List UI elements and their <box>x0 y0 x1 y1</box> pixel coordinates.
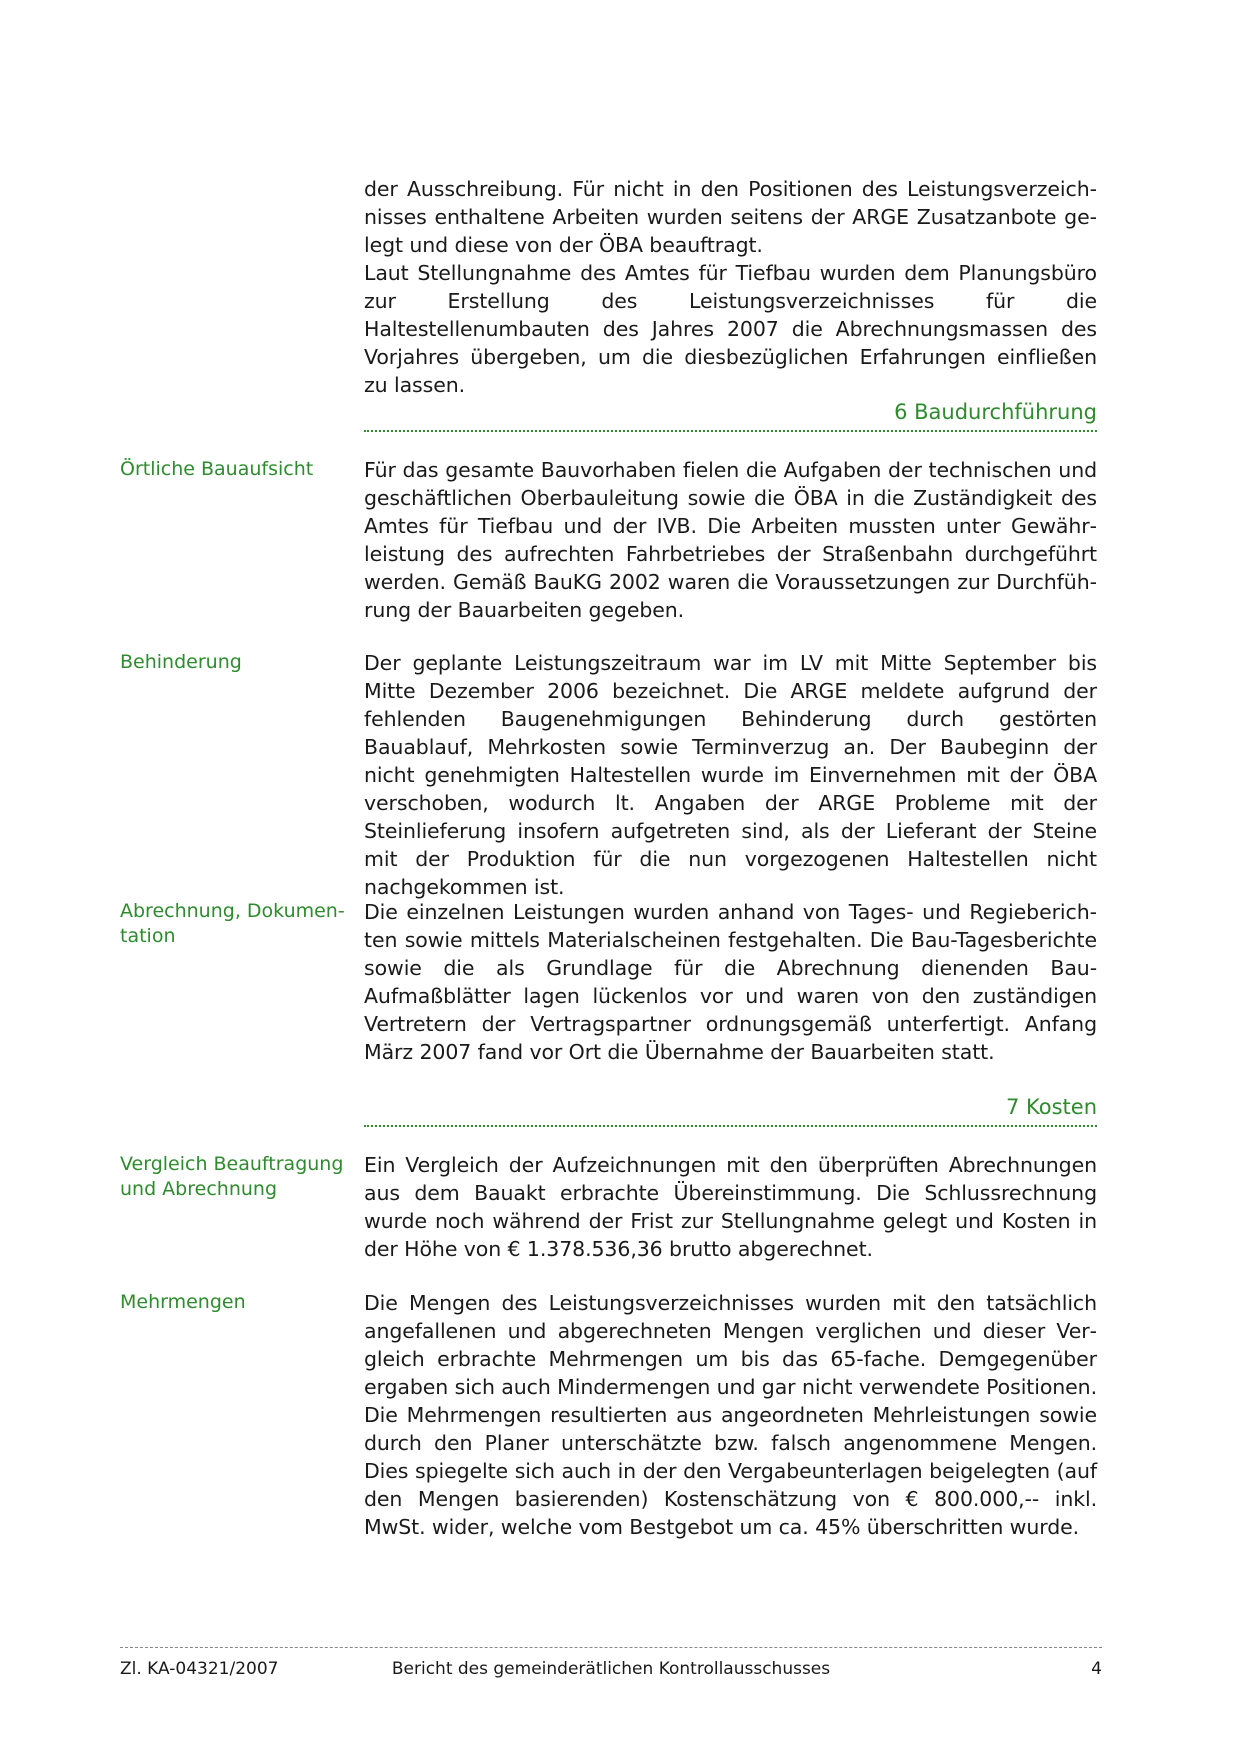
footer-reference: Zl. KA-04321/2007 <box>120 1659 279 1679</box>
paragraph-abrechnung-dokumentation: Die einzelnen Leistungen wurden anhand von Tages- und Regieberichten sowie mittels Materialscheinen festgehalten. Die Bau-Tagesberichte sowie die als Grundlage für die Abrechnung dienenden Bau-Aufmaßblätter lagen lückenlos vor und waren von den zuständigen Vertretern der Vertragspartner ordnungsgemäß unterfertigt. Anfang März 2007 fand vor Ort die Übernahme der Bauarbeiten statt. <box>364 900 1097 1064</box>
margin-label-mehrmengen: Mehrmengen <box>120 1291 246 1313</box>
margin-label-abrechnung-dokumentation: Abrechnung, Dokumen- tation <box>120 900 345 947</box>
footer-divider <box>120 1647 1102 1648</box>
paragraph-vergleich-beauftragung: Ein Vergleich der Aufzeichnungen mit den überprüften Abrechnungen aus dem Bauakt erbrachte Übereinstimmung. Die Schlussrechnung wurde noch während der Frist zur Stellungnahme gelegt und Kosten in der Höhe von € 1.378.536,36 brutto abgerechnet. <box>364 1153 1097 1261</box>
margin-label-behinderung: Behinderung <box>120 651 242 673</box>
margin-label-oertliche-bauaufsicht: Örtliche Bauaufsicht <box>120 458 314 480</box>
footer-title: Bericht des gemeinderätlichen Kontrollausschusses <box>391 1659 831 1679</box>
section-divider-6 <box>364 430 1097 432</box>
intro-text <box>364 175 1097 399</box>
paragraph-oertliche-bauaufsicht: Für das gesamte Bauvorhaben fielen die Aufgaben der technischen und geschäftlichen Oberbauleitung sowie die ÖBA in die Zuständigkeit des Amtes für Tiefbau und der IVB. Die Arbeiten mussten unter Gewährleistung des aufrechten Fahrbetriebes der Straßenbahn durchgeführt werden. Gemäß BauKG 2002 waren die Voraussetzungen zur Durchführung der Bauarbeiten gegeben. <box>364 458 1097 622</box>
section-heading-6: 6 Baudurchführung <box>894 400 1097 424</box>
paragraph-mehrmengen: Die Mengen des Leistungsverzeichnisses wurden mit den tatsächlich angefallenen und abgerechneten Mengen verglichen und dieser Vergleich erbrachte Mehrmengen um bis das 65-fache. Demgegenüber ergaben sich auch Mindermengen und gar nicht verwendete Positionen. Die Mehrmengen resultierten aus angeordneten Mehrleistungen sowie durch den Planer unterschätzte bzw. falsch angenommene Mengen. Dies spiegelte sich auch in der den Vergabeunterlagen beigelegten (auf den Mengen basierenden) Kostenschätzung von € 800.000,-- inkl. MwSt. wider, welche vom Bestgebot um ca. 45% überschritten wurde. <box>364 1291 1097 1539</box>
page-number: 4 <box>1091 1659 1102 1679</box>
paragraph-behinderung: Der geplante Leistungszeitraum war im LV mit Mitte September bis Mitte Dezember 2006 bezeichnet. Die ARGE meldete aufgrund der fehlenden Baugenehmigungen Behinderung durch gestörten Bauablauf, Mehrkosten sowie Terminverzug an. Der Baubeginn der nicht genehmigten Haltestellen wurde im Einvernehmen mit der ÖBA verschoben, wodurch lt. Angaben der ARGE Probleme mit der Steinlieferung insofern aufgetreten sind, als der Lieferant der Steine mit der Produktion für die nun vorgezogenen Haltestellen nicht nachgekommen ist. <box>364 651 1097 899</box>
intro-paragraph-2: Laut Stellungnahme des Amtes für Tiefbau wurden dem Planungsbüro zur Erstellung des Leistungsverzeichnisses für die Haltestellenumbauten des Jahres 2007 die Abrechnungsmassen des Vorjahres übergeben, um die diesbezüglichen Erfahrungen einfließen zu lassen. <box>364 261 1097 397</box>
intro-paragraph-1: der Ausschreibung. Für nicht in den Positionen des Leistungsverzeichnisses enthaltene Arbeiten wurden seitens der ARGE Zusatzanbote gelegt und diese von der ÖBA beauftragt. <box>364 177 1097 257</box>
section-divider-7 <box>364 1125 1097 1127</box>
section-heading-7: 7 Kosten <box>1005 1095 1097 1119</box>
margin-label-vergleich-beauftragung: Vergleich Beauftragung und Abrechnung <box>120 1153 344 1200</box>
